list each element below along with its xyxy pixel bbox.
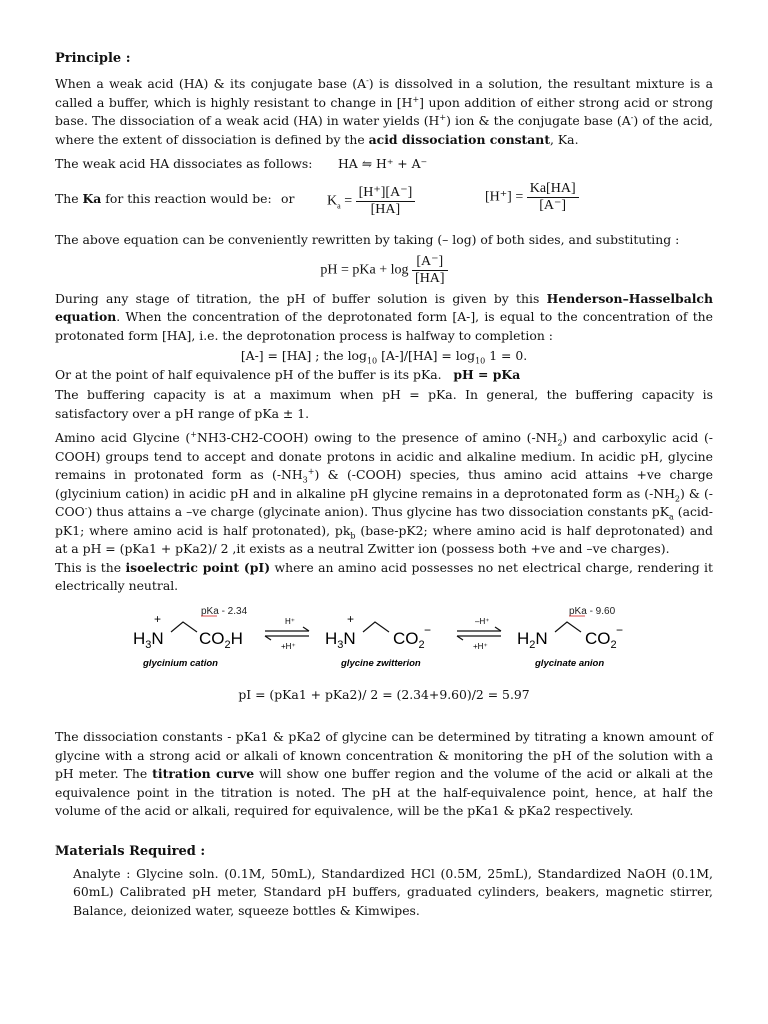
formula-co2-minus-1: $CO_2$ xyxy=(393,628,425,651)
arrow2-bottom-label: +H⁺ xyxy=(473,641,488,651)
minus-charge-1: − xyxy=(424,622,432,637)
dissociation-equation: HA ⇋ H⁺ + A⁻ xyxy=(338,156,428,171)
hh-equation-term: Henderson–Hasselbalch equation xyxy=(55,290,713,324)
principle-heading: Principle : xyxy=(55,51,131,66)
paragraph-buffer-definition: When a weak acid (HA) & its conjugate base (A-) is dissolved in a solution, the resultant mixture is a called a buffer, which is highly resistant to change in [H+] upon addition of either strong acid or strong base. The dissociation of a weak acid (HA) in water yields (H+) ion & the conjugate base (A-) of the acid, where the extent of dissociation is defined by the acid dissociation constant, Ka. xyxy=(55,75,714,147)
document-page xyxy=(55,50,713,920)
paragraph-titration-stage: During any stage of titration, the pH of buffer solution is given by this Henderson–Hasselbalch equation. When the concentration of the deprotonated form [A-], is equal to the concentration of the protonated form [HA], i.e. the deprotonation process is halfway to completion : xyxy=(55,290,713,343)
titration-curve-term: titration curve xyxy=(152,766,255,781)
plus-charge-2: + xyxy=(347,611,355,626)
dissociation-line xyxy=(55,155,713,179)
ka-label: The Ka for this reaction would be: xyxy=(55,191,272,206)
materials-list: Analyte : Glycine soln. (0.1M, 50mL), Standardized HCl (0.5M, 25mL), Standardized NaOH (0.1M, 60mL) Calibrated pH meter, Standard pH buffers, graduated cylinders, beakers, magnetic stirrer, Balance, deionized water, squeeze bottles & Kimwipes. xyxy=(73,865,713,918)
bond-2 xyxy=(363,622,389,632)
formula-h3n-1: $H_3N$ xyxy=(133,628,164,651)
bond-1 xyxy=(171,622,197,632)
ka-equation-2: [H⁺] = $\frac{Ka[HA]}{[A^-]}$ xyxy=(485,181,579,214)
materials-heading: Materials Required : xyxy=(55,843,206,859)
paragraph-isoelectric-point: This is the isoelectric point (pI) where an amino acid possesses no net electrical charge, rendering it electrically neutral. xyxy=(55,559,714,593)
arrow2-top-label: –H⁺ xyxy=(475,616,490,626)
formula-h3n-2: $H_3N$ xyxy=(325,628,356,651)
isoelectric-point-equation: pI = (pKa1 + pKa2)/ 2 = (2.34+9.60)/2 = 5.97 xyxy=(238,686,530,702)
isoelectric-point-term: isoelectric point (pI) xyxy=(125,559,271,575)
ka-equation-1: $K_a$ = $\frac{[H^+][A^-]}{[HA]}$ xyxy=(327,185,415,218)
arrow1-top-label: H⁺ xyxy=(285,616,295,626)
species-glycinium-cation: glycinium cation xyxy=(143,657,218,669)
reaction-scheme-svg xyxy=(125,602,645,684)
glycine-equilibrium-scheme xyxy=(55,602,713,686)
pka1-label: pKa - 2.34 xyxy=(201,605,248,617)
ka-or: or xyxy=(281,191,295,206)
plus-charge-1: + xyxy=(154,611,162,626)
dissociation-label: The weak acid HA dissociates as follows: xyxy=(55,156,313,171)
formula-h2n: $H_2N$ xyxy=(517,628,548,651)
paragraph-glycine: Amino acid Glycine (+NH3-CH2-COOH) owing to the presence of amino $(-NH_2)$ and carboxylic acid (-COOH) groups tend to accept and donate protons in acidic and alkaline medium. In acidic pH, glycine remains in protonated form as $(-NH_3^+)$ & (-COOH) species, thus amino acid attains +ve charge (glycinium cation) in acidic pH and in alkaline pH glycine remains in a deprotonated form as $(-NH_2)$ & (-COO-) thus attains a –ve charge (glycinate anion). Thus glycine has two dissociation constants $pK_a$ (acid-pK1; where amino acid is half protonated), $pk_b$ (base-pK2; where amino acid is half deprotonated) and at a pH = (pKa1 + pKa2)/ 2 ,it exists as a neutral Zwitter ion (possess both +ve and –ve charges). xyxy=(55,429,713,556)
pka2-label: pKa - 9.60 xyxy=(569,605,616,617)
acid-dissociation-constant-term: acid dissociation constant xyxy=(368,131,551,147)
rewrite-text: The above equation can be conveniently rewritten by taking (– log) of both sides, and substituting : xyxy=(55,232,680,247)
half-equivalence-equation: [A-] = [HA] ; the $\log_{10} [A-]/[HA] = \log_{10} 1 = 0$. xyxy=(240,348,528,366)
formula-co2h: $CO_2H$ xyxy=(199,628,243,651)
formula-co2-minus-2: $CO_2$ xyxy=(585,628,617,651)
minus-charge-2: − xyxy=(616,622,624,637)
arrow1-bottom-label: +H⁺ xyxy=(281,641,296,651)
paragraph-dissociation-constants: The dissociation constants - pKa1 & pKa2 of glycine can be determined by titrating a known amount of glycine with a strong acid or alkali of known concentration & monitoring the pH of the solution with a pH meter. The titration curve will show one buffer region and the volume of the acid or alkali at the equivalence point in the titration is noted. The pH at the half-equivalence point, hence, at half the volume of the acid or alkali, required for equivalence, will be the pKa1 & pKa2 respectively. xyxy=(55,729,713,818)
ka-equation-block xyxy=(55,183,713,227)
species-glycine-zwitterion: glycine zwitterion xyxy=(341,657,421,669)
paragraph-buffering-capacity: The buffering capacity is at a maximum when pH = pKa. In general, the buffering capacity is satisfactory over a pH range of pKa ± 1. xyxy=(55,387,713,421)
species-glycinate-anion: glycinate anion xyxy=(535,657,605,669)
henderson-hasselbalch-equation: pH = pKa + log $\frac{[A^-]}{[HA]}$ xyxy=(55,254,713,290)
half-equivalence-statement: Or at the point of half equivalence pH of the buffer is its pKa. pH = pKa xyxy=(55,366,521,382)
bond-3 xyxy=(555,622,581,632)
